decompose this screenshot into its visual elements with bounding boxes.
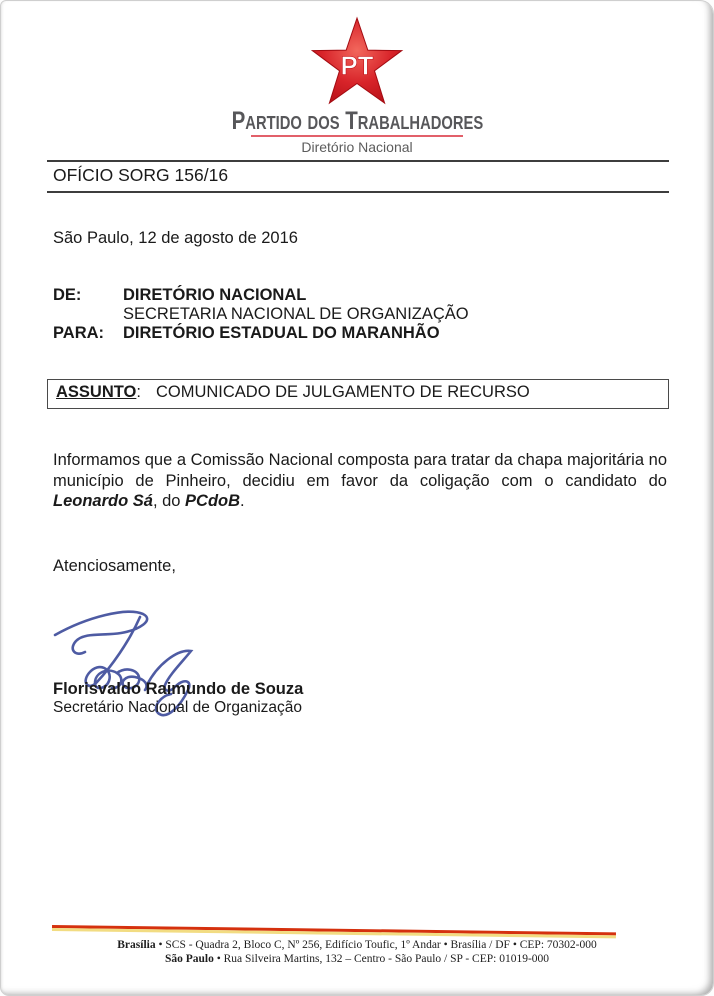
from-value: DIRETÓRIO NACIONAL (123, 286, 307, 304)
party-name-underline (251, 135, 463, 137)
footer-address-saopaulo-rest: • Rua Silveira Martins, 132 – Centro - São Paulo / SP - CEP: 01019-000 (213, 952, 550, 965)
body-end: . (240, 492, 245, 510)
footer-addresses (1, 939, 713, 966)
pt-monogram: PT (340, 52, 374, 81)
candidate-name: Leonardo Sá (53, 492, 153, 510)
subject-label: ASSUNTO (56, 383, 137, 401)
footer-rule (52, 925, 616, 938)
from-label: DE: (53, 286, 82, 304)
from-value-2: SECRETARIA NACIONAL DE ORGANIZAÇÃO (123, 305, 469, 323)
footer-address-brasilia (1, 939, 713, 953)
recipients-block (53, 286, 669, 343)
closing: Atenciosamente, (53, 556, 176, 575)
signer-name: Florisvaldo Raimundo de Souza (53, 680, 304, 698)
from-row-2 (53, 305, 669, 324)
dateline: São Paulo, 12 de agosto de 2016 (53, 229, 298, 247)
body-lead: Informamos que a Comissão Nacional composta para tratar da chapa majoritária no município de Pinheiro, decidiu em favor da coligação com o candidato do (53, 451, 667, 490)
to-value: DIRETÓRIO ESTADUAL DO MARANHÃO (123, 324, 440, 342)
party-abbrev: PCdoB (185, 492, 241, 510)
signer-title: Secretário Nacional de Organização (53, 699, 302, 716)
footer-city-saopaulo: São Paulo (164, 952, 214, 965)
document-reference: OFÍCIO SORG 156/16 (47, 160, 669, 193)
party-name: Partido dos Trabalhadores (231, 107, 483, 135)
to-label: PARA: (53, 324, 105, 342)
party-division: Diretório Nacional (301, 139, 413, 155)
pt-star-icon (299, 14, 415, 108)
from-row (53, 286, 669, 305)
to-row (53, 324, 669, 343)
body-paragraph (53, 450, 667, 512)
footer-city-brasilia: Brasília (117, 939, 156, 951)
footer-address-saopaulo (1, 953, 713, 967)
letterhead (1, 1, 713, 155)
subject-separator: : (136, 383, 141, 401)
footer-address-brasilia-rest: • SCS - Quadra 2, Bloco C, Nº 256, Edifício Toufic, 1º Andar • Brasília / DF • CEP: 70302-000 (155, 939, 597, 951)
subject-box (47, 379, 669, 409)
subject-text: COMUNICADO DE JULGAMENTO DE RECURSO (155, 383, 530, 401)
from-label-spacer (53, 305, 123, 324)
body-mid: , do (152, 492, 186, 510)
